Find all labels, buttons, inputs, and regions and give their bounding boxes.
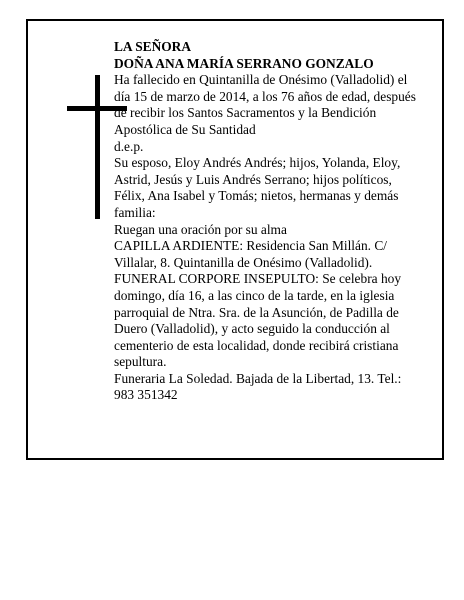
funeral-home-info: Funeraria La Soledad. Bajada de la Libertad, 13. Tel.: 983 351342 <box>114 370 402 403</box>
chapel-info: CAPILLA ARDIENTE: Residencia San Millán. C/ Villalar, 8. Quintanilla de Onésimo (Valladolid). <box>114 238 387 270</box>
prayer-request: Ruegan una oración por su alma <box>114 221 287 237</box>
cross-icon <box>95 75 100 219</box>
death-announcement: Ha fallecido en Quintanilla de Onésimo (Valladolid) el día 15 de marzo de 2014, a los 76 años de edad, después de recibir los Santos Sacramentos y la Bendición Apostólica de Su Santidad <box>114 72 416 137</box>
obituary-text <box>114 39 418 404</box>
deceased-name: DOÑA ANA MARÍA SERRANO GONZALO <box>114 55 374 71</box>
funeral-info: FUNERAL CORPORE INSEPULTO: Se celebra hoy domingo, día 16, a las cinco de la tarde, en la iglesia parroquial de Ntra. Sra. de la Asunción, de Padilla de Duero (Valladolid), y acto seguido la conducción al cementerio de esta localidad, donde recibirá cristiana sepultura. <box>114 271 402 370</box>
family-list: Su esposo, Eloy Andrés Andrés; hijos, Yolanda, Eloy, Astrid, Jesús y Luis Andrés Serrano; hijos políticos, Félix, Ana Isabel y Tomás; nietos, hermanas y demás familia: <box>114 155 401 220</box>
honorific: LA SEÑORA <box>114 39 192 54</box>
dep-text: d.e.p. <box>114 138 144 154</box>
